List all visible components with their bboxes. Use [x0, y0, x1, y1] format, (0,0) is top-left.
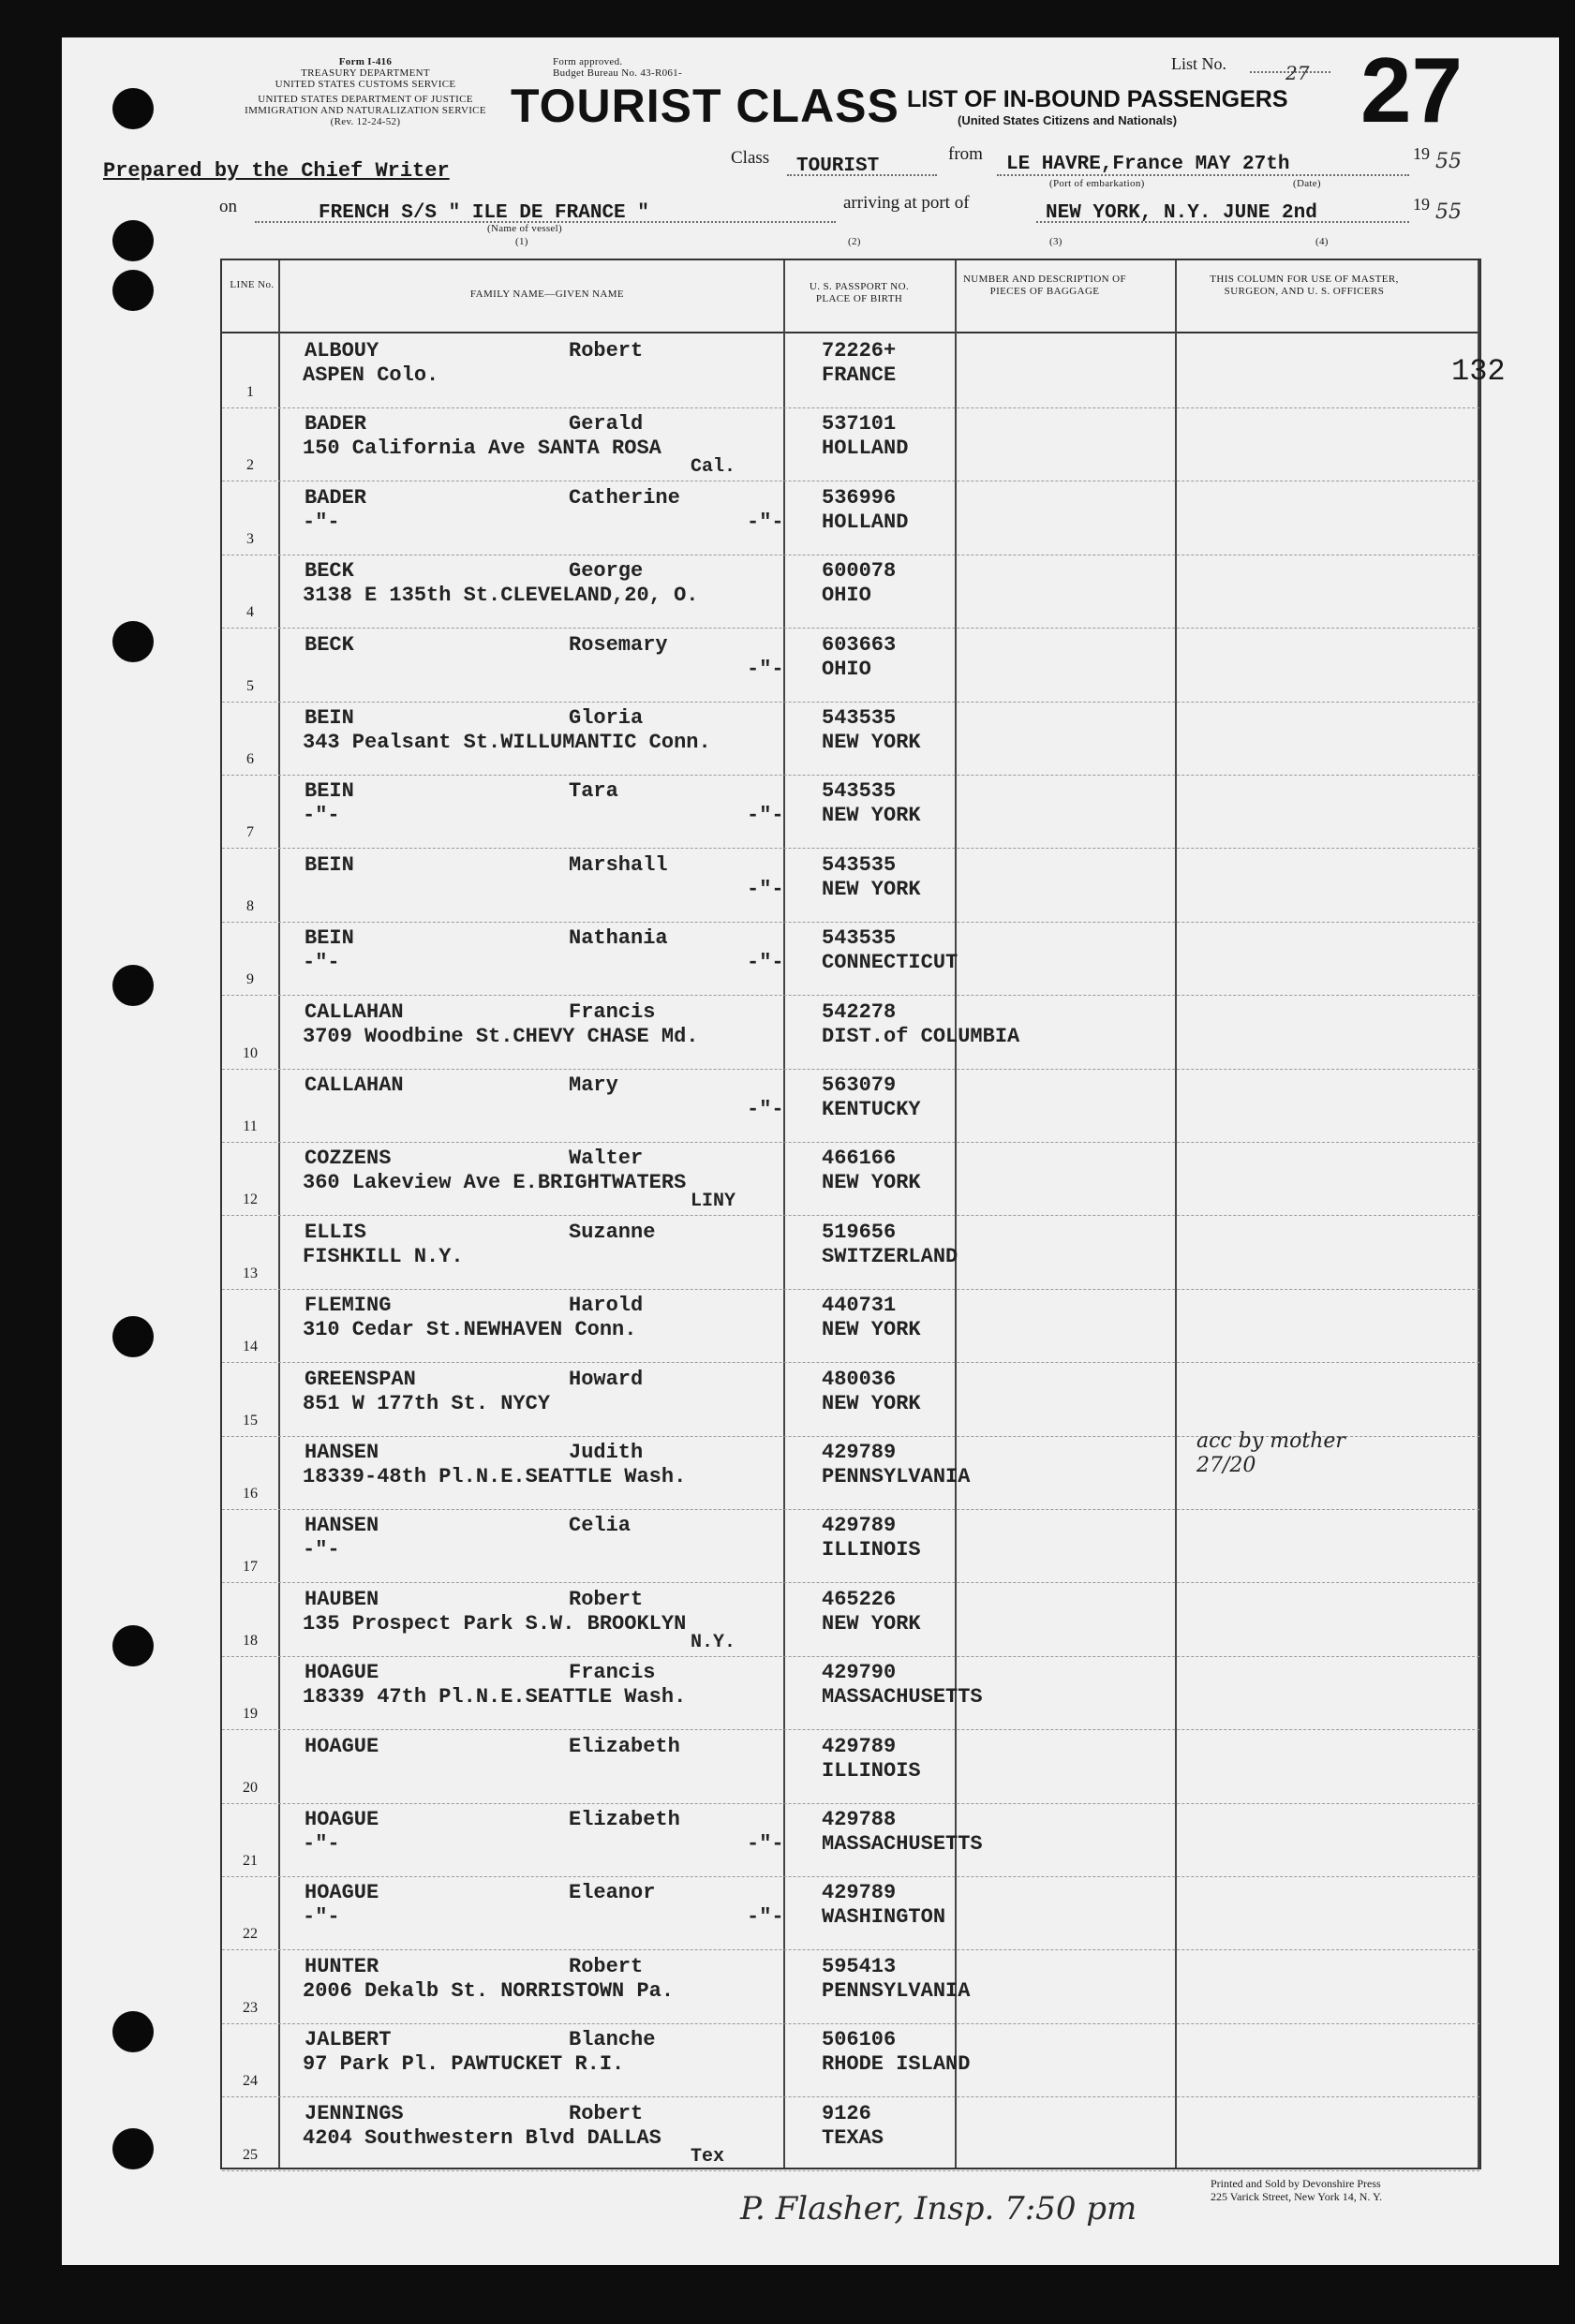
given-name: Gerald: [569, 412, 644, 437]
table-row: [222, 1429, 1479, 1510]
home-address: -"-: [303, 951, 340, 975]
punch-hole: [112, 220, 154, 261]
punch-hole: [112, 2011, 154, 2052]
passport-number: 429788: [822, 1808, 897, 1831]
family-name: HOAGUE: [305, 1661, 379, 1685]
given-name: Elizabeth: [569, 1808, 680, 1831]
table-row: [222, 848, 1479, 923]
family-name: JALBERT: [305, 2028, 392, 2052]
place-of-birth: SWITZERLAND: [822, 1244, 958, 1268]
passport-number: 429789: [822, 1881, 897, 1905]
home-address: 3138 E 135th St.CLEVELAND,20, O.: [303, 584, 699, 608]
given-name: Nathania: [569, 926, 668, 951]
passport-number: 9126: [822, 2101, 871, 2125]
line-number: 8: [246, 897, 254, 914]
tourist-class-stamp: TOURIST CLASS: [511, 80, 899, 132]
given-name: Robert: [569, 339, 644, 363]
home-address: 4204 Southwestern Blvd DALLAS: [303, 2125, 661, 2150]
prepared-by: Prepared by the Chief Writer: [103, 159, 450, 183]
place-of-birth: RHODE ISLAND: [822, 2052, 971, 2077]
home-address-cont: Cal.: [691, 456, 736, 479]
from-date-sub: (Date): [1293, 178, 1321, 189]
passport-number: 536996: [822, 485, 897, 510]
family-name: FLEMING: [305, 1294, 392, 1318]
place-of-birth: NEW YORK: [822, 1318, 921, 1342]
passport-number: 440731: [822, 1294, 897, 1318]
home-address-cont: Tex: [691, 2145, 725, 2168]
ditto-mark: -"-: [747, 1905, 784, 1930]
passport-number: 563079: [822, 1073, 897, 1097]
family-name: BECK: [305, 559, 354, 584]
line-number: 4: [246, 604, 254, 621]
year-prefix-2: 19: [1413, 195, 1430, 214]
family-name: ALBOUY: [305, 339, 379, 363]
table-row: [222, 1215, 1479, 1290]
line-number: 13: [243, 1265, 258, 1281]
home-address: 97 Park Pl. PAWTUCKET R.I.: [303, 2052, 625, 2077]
punch-hole: [112, 1625, 154, 1666]
list-title-main: LIST OF IN-BOUND PASSENGERS: [907, 86, 1288, 112]
place-of-birth: NEW YORK: [822, 1171, 921, 1195]
family-name: BEIN: [305, 926, 354, 951]
given-name: Tara: [569, 779, 618, 804]
place-of-birth: WASHINGTON: [822, 1905, 946, 1930]
col2-num: (2): [848, 236, 861, 247]
list-title-sub: (United States Citizens and Nationals): [958, 113, 1178, 127]
passport-number: 429789: [822, 1514, 897, 1538]
from-value: LE HAVRE,France MAY 27th: [1006, 154, 1290, 175]
table-row: [222, 701, 1479, 776]
table-row: [222, 1802, 1479, 1877]
justice-dept: UNITED STATES DEPARTMENT OF JUSTICE: [258, 94, 473, 105]
home-address-cont: N.Y.: [691, 1631, 736, 1653]
list-no-label: List No.: [1171, 54, 1227, 73]
place-of-birth: NEW YORK: [822, 731, 921, 754]
given-name: Gloria: [569, 706, 644, 730]
form-approved: Form approved.: [553, 56, 623, 67]
place-of-birth: OHIO: [822, 584, 871, 608]
given-name: Elizabeth: [569, 1734, 680, 1758]
class-label: Class: [731, 148, 770, 168]
passport-number: 466166: [822, 1147, 897, 1171]
class-value: TOURIST: [796, 155, 880, 177]
table-row: [222, 554, 1479, 629]
home-address: 3709 Woodbine St.CHEVY CHASE Md.: [303, 1024, 699, 1048]
treasury-dept: TREASURY DEPARTMENT: [301, 67, 430, 79]
col-header-baggage: NUMBER AND DESCRIPTION OF PIECES OF BAGGAGE: [962, 274, 1127, 297]
table-row: [222, 1068, 1479, 1143]
given-name: Celia: [569, 1514, 631, 1538]
line-number: 14: [243, 1339, 258, 1355]
line-number: 5: [246, 677, 254, 694]
given-name: Rosemary: [569, 632, 668, 657]
family-name: HOAGUE: [305, 1734, 379, 1758]
family-name: GREENSPAN: [305, 1367, 416, 1391]
home-address: -"-: [303, 510, 340, 534]
home-address: 18339 47th Pl.N.E.SEATTLE Wash.: [303, 1685, 687, 1710]
col4-num: (4): [1315, 236, 1329, 247]
ditto-mark: -"-: [747, 1832, 784, 1856]
passport-number: 543535: [822, 852, 897, 877]
ditto-mark: -"-: [747, 510, 784, 534]
given-name: Walter: [569, 1147, 644, 1171]
punch-hole: [112, 621, 154, 662]
home-address: -"-: [303, 1905, 340, 1930]
place-of-birth: NEW YORK: [822, 1391, 921, 1415]
passport-number: 543535: [822, 926, 897, 951]
home-address: FISHKILL N.Y.: [303, 1244, 464, 1268]
line-number: 1: [246, 384, 254, 400]
table-row: [222, 628, 1479, 703]
family-name: HANSEN: [305, 1514, 379, 1538]
place-of-birth: HOLLAND: [822, 510, 909, 534]
form-number: Form I-416: [338, 56, 393, 67]
passport-number: 429790: [822, 1661, 897, 1685]
home-address-cont: LINY: [691, 1191, 736, 1213]
table-row: [222, 407, 1479, 481]
passport-number: 506106: [822, 2028, 897, 2052]
home-address: -"-: [303, 1538, 340, 1562]
given-name: Eleanor: [569, 1881, 656, 1905]
place-of-birth: KENTUCKY: [822, 1098, 921, 1121]
line-number: 24: [243, 2073, 258, 2090]
punch-hole: [112, 88, 154, 129]
passport-number: 603663: [822, 632, 897, 657]
punch-hole: [112, 965, 154, 1006]
form-approval: [553, 56, 682, 79]
line-number: 20: [243, 1779, 258, 1796]
printer-credit: [1211, 2177, 1382, 2203]
line-number: 16: [243, 1486, 258, 1502]
home-address: 135 Prospect Park S.W. BROOKLYN: [303, 1611, 687, 1636]
line-number: 7: [246, 824, 254, 841]
form-revision: (Rev. 12-24-52): [330, 116, 401, 127]
family-name: JENNINGS: [305, 2101, 404, 2125]
ins-service: IMMIGRATION AND NATURALIZATION SERVICE: [245, 105, 486, 116]
place-of-birth: FRANCE: [822, 363, 897, 387]
punch-hole: [112, 2128, 154, 2169]
inspector-signature: P. Flasher, Insp. 7:50 pm: [740, 2190, 1137, 2228]
line-number: 21: [243, 1853, 258, 1869]
given-name: Judith: [569, 1441, 644, 1464]
vessel-sub: (Name of vessel): [487, 223, 562, 234]
budget-bureau: Budget Bureau No. 43-R061-: [553, 67, 682, 79]
line-number: 9: [246, 971, 254, 988]
line-number: 6: [246, 751, 254, 767]
on-label: on: [219, 197, 237, 216]
table-row: [222, 1729, 1479, 1804]
place-of-birth: MASSACHUSETTS: [822, 1832, 983, 1856]
family-name: BECK: [305, 632, 354, 657]
place-of-birth: CONNECTICUT: [822, 951, 958, 975]
table-row: [222, 2096, 1479, 2171]
ditto-mark: -"-: [747, 1098, 784, 1121]
family-name: HANSEN: [305, 1441, 379, 1464]
table-row: [222, 2022, 1479, 2097]
table-row: [222, 1582, 1479, 1657]
family-name: HUNTER: [305, 1954, 379, 1978]
from-label: from: [948, 144, 983, 164]
table-row: [222, 1362, 1479, 1437]
place-of-birth: ILLINOIS: [822, 1758, 921, 1783]
home-address: -"-: [303, 804, 340, 828]
table-row: [222, 333, 1479, 408]
place-of-birth: OHIO: [822, 657, 871, 681]
family-name: ELLIS: [305, 1220, 367, 1244]
given-name: George: [569, 559, 644, 584]
line-number: 12: [243, 1192, 258, 1208]
home-address: 18339-48th Pl.N.E.SEATTLE Wash.: [303, 1465, 687, 1488]
given-name: Robert: [569, 2101, 644, 2125]
given-name: Marshall: [569, 852, 668, 877]
line-number: 3: [246, 530, 254, 547]
given-name: Francis: [569, 1661, 656, 1685]
line-number: 11: [243, 1118, 258, 1134]
home-address: 360 Lakeview Ave E.BRIGHTWATERS: [303, 1171, 687, 1195]
family-name: BEIN: [305, 706, 354, 730]
line-number: 15: [243, 1412, 258, 1428]
home-address: 2006 Dekalb St. NORRISTOWN Pa.: [303, 1978, 675, 2003]
passport-number: 519656: [822, 1220, 897, 1244]
home-address: -"-: [303, 1832, 340, 1856]
given-name: Mary: [569, 1073, 618, 1097]
passport-number: 537101: [822, 412, 897, 437]
printer-line-1: Printed and Sold by Devonshire Press: [1211, 2177, 1381, 2190]
punch-hole: [112, 1316, 154, 1357]
col-header-name: FAMILY NAME—GIVEN NAME: [469, 289, 625, 300]
col1-num: (1): [515, 236, 528, 247]
line-number: 18: [243, 1632, 258, 1649]
passport-number: 429789: [822, 1734, 897, 1758]
family-name: HOAGUE: [305, 1881, 379, 1905]
place-of-birth: DIST.of COLUMBIA: [822, 1024, 1020, 1048]
place-of-birth: NEW YORK: [822, 1611, 921, 1636]
year-prefix-1: 19: [1413, 144, 1430, 163]
line-number: 2: [246, 457, 254, 474]
passport-number: 595413: [822, 1954, 897, 1978]
passport-number: 480036: [822, 1367, 897, 1391]
place-of-birth: HOLLAND: [822, 437, 909, 461]
passport-number: 543535: [822, 706, 897, 730]
passport-number: 542278: [822, 999, 897, 1024]
list-title: [907, 86, 1288, 127]
place-of-birth: NEW YORK: [822, 804, 921, 828]
ditto-mark: -"-: [747, 804, 784, 828]
line-number: 17: [243, 1559, 258, 1576]
ditto-mark: -"-: [747, 877, 784, 901]
table-row: [222, 1655, 1479, 1730]
family-name: CALLAHAN: [305, 999, 404, 1024]
year-2: 55: [1435, 200, 1462, 224]
family-name: HAUBEN: [305, 1587, 379, 1611]
customs-service: UNITED STATES CUSTOMS SERVICE: [275, 79, 456, 90]
passport-number: 72226+: [822, 339, 897, 363]
place-of-birth: NEW YORK: [822, 877, 921, 901]
arriving-value: NEW YORK, N.Y. JUNE 2nd: [1046, 202, 1317, 224]
family-name: BADER: [305, 485, 367, 510]
stamp-number: 132: [1451, 354, 1506, 389]
line-number: 22: [243, 1926, 258, 1943]
table-row: [222, 774, 1479, 849]
passport-number: 429789: [822, 1441, 897, 1464]
table-row: [222, 921, 1479, 996]
col-header-line-no: LINE No.: [230, 279, 275, 290]
col-header-passport: U. S. PASSPORT NO. PLACE OF BIRTH: [809, 281, 910, 304]
home-address: 310 Cedar St.NEWHAVEN Conn.: [303, 1318, 637, 1342]
given-name: Suzanne: [569, 1220, 656, 1244]
officer-note: acc by mother 27/20: [1196, 1429, 1345, 1477]
big-list-number: 27: [1360, 38, 1464, 141]
punch-hole: [112, 270, 154, 311]
home-address: 851 W 177th St. NYCY: [303, 1391, 551, 1415]
passport-number: 600078: [822, 559, 897, 584]
passport-number: 465226: [822, 1587, 897, 1611]
home-address: 343 Pealsant St.WILLUMANTIC Conn.: [303, 731, 711, 754]
col-header-officers: THIS COLUMN FOR USE OF MASTER, SURGEON, AND U. S. OFFICERS: [1210, 274, 1399, 297]
form-agency-block: [215, 56, 515, 127]
family-name: BADER: [305, 412, 367, 437]
family-name: BEIN: [305, 779, 354, 804]
given-name: Blanche: [569, 2028, 656, 2052]
col3-num: (3): [1049, 236, 1062, 247]
ditto-mark: -"-: [747, 951, 784, 975]
family-name: CALLAHAN: [305, 1073, 404, 1097]
given-name: Robert: [569, 1587, 644, 1611]
given-name: Catherine: [569, 485, 680, 510]
family-name: HOAGUE: [305, 1808, 379, 1831]
line-number: 25: [243, 2146, 258, 2163]
line-number: 19: [243, 1706, 258, 1723]
passenger-table: [220, 259, 1481, 2169]
line-number: 23: [243, 1999, 258, 2016]
year-1: 55: [1435, 150, 1462, 173]
place-of-birth: TEXAS: [822, 2125, 884, 2150]
line-number: 10: [243, 1044, 258, 1061]
from-sub: (Port of embarkation): [1049, 178, 1145, 189]
table-row: [222, 1949, 1479, 2024]
place-of-birth: MASSACHUSETTS: [822, 1685, 983, 1710]
family-name: COZZENS: [305, 1147, 392, 1171]
arriving-label: arriving at port of: [843, 193, 970, 213]
table-row: [222, 1288, 1479, 1363]
given-name: Robert: [569, 1954, 644, 1978]
vessel-value: FRENCH S/S " ILE DE FRANCE ": [319, 202, 649, 224]
given-name: Francis: [569, 999, 656, 1024]
table-row: [222, 1141, 1479, 1216]
table-row: [222, 1875, 1479, 1950]
table-row: [222, 995, 1479, 1070]
given-name: Harold: [569, 1294, 644, 1318]
table-row: [222, 481, 1479, 555]
family-name: BEIN: [305, 852, 354, 877]
table-row: [222, 1508, 1479, 1583]
ditto-mark: -"-: [747, 657, 784, 681]
place-of-birth: ILLINOIS: [822, 1538, 921, 1562]
passport-number: 543535: [822, 779, 897, 804]
place-of-birth: PENNSYLVANIA: [822, 1978, 971, 2003]
place-of-birth: PENNSYLVANIA: [822, 1465, 971, 1488]
home-address: ASPEN Colo.: [303, 363, 439, 387]
home-address: 150 California Ave SANTA ROSA: [303, 437, 661, 461]
printer-line-2: 225 Varick Street, New York 14, N. Y.: [1211, 2190, 1383, 2203]
given-name: Howard: [569, 1367, 644, 1391]
list-no-value: 27: [1285, 62, 1310, 84]
